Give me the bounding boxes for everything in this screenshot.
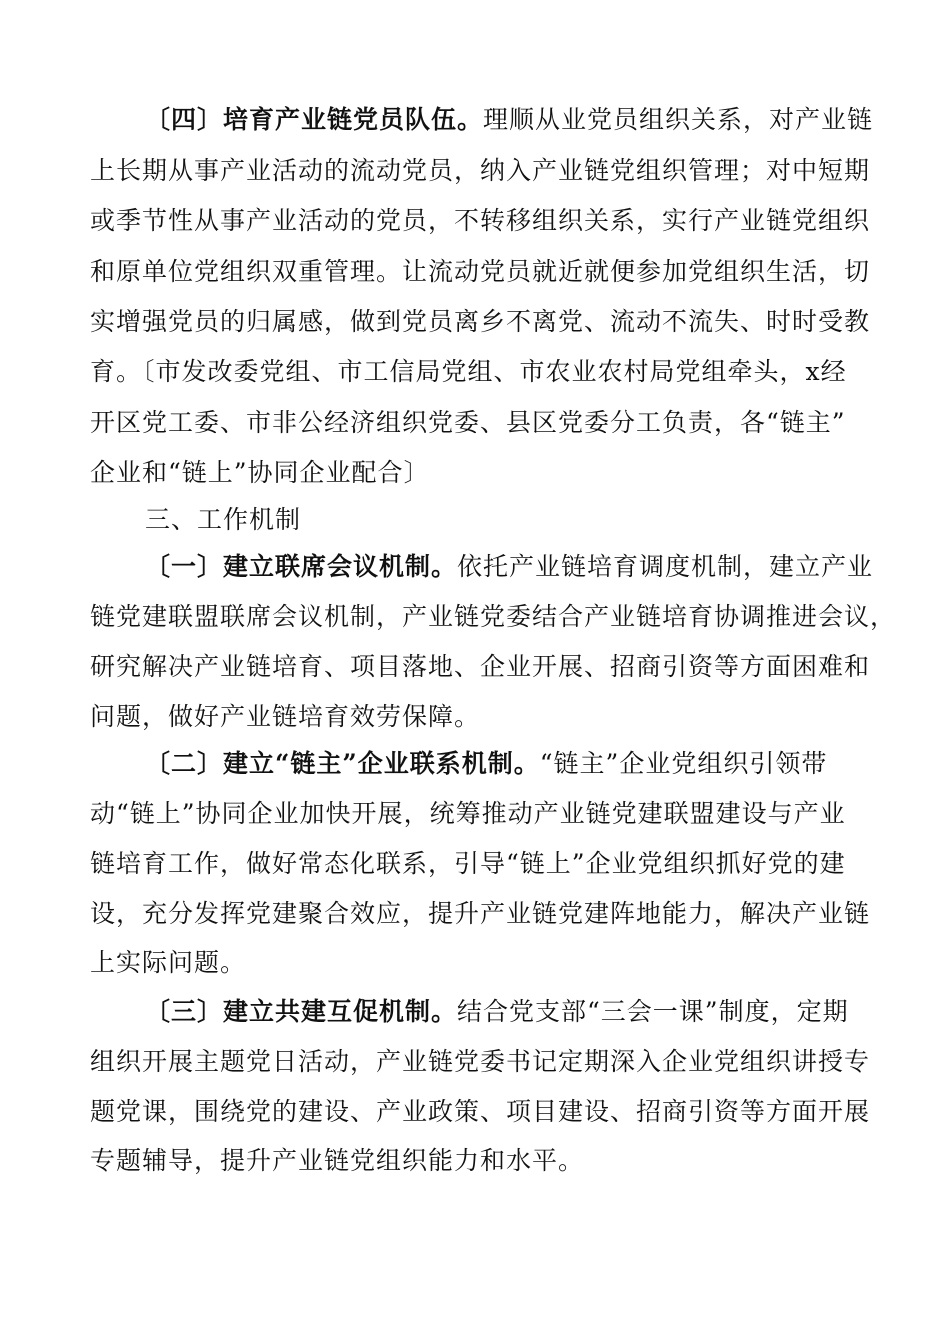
paragraph-line: 动“链上”协同企业加快开展，统筹推动产业链党建联盟建设与产业 <box>90 799 846 828</box>
paragraph-line <box>145 103 874 137</box>
paragraph-line: 链培育工作，做好常态化联系，引导“链上”企业党组织抓好党的建 <box>90 849 846 878</box>
paragraph-line: 问题，做好产业链培育效劳保障。 <box>90 702 481 731</box>
paragraph-line: 企业和“链上”协同企业配合〕 <box>90 458 430 487</box>
paragraph-text: 理顺从业党员组织关系，对产业链 <box>483 105 874 134</box>
paragraph-line: 研究解决产业链培育、项目落地、企业开展、招商引资等方面困难和 <box>90 652 871 681</box>
paragraph-line: 和原单位党组织双重管理。让流动党员就近就便参加党组织生活，切 <box>90 257 871 286</box>
paragraph-text: 依托产业链培育调度机制，建立产业 <box>457 552 874 581</box>
paragraph-line: 题党课，围绕党的建设、产业政策、项目建设、招商引资等方面开展 <box>90 1097 871 1126</box>
paragraph-text: “链主”企业党组织引领带 <box>539 749 828 778</box>
paragraph-text: 结合党支部“三会一课”制度，定期 <box>457 997 849 1026</box>
paragraph-line: 或季节性从事产业活动的党员，不转移组织关系，实行产业链党组织 <box>90 206 871 235</box>
paragraph-heading: 〔一〕建立联席会议机制。 <box>145 552 458 581</box>
paragraph-heading: 〔三〕建立共建互促机制。 <box>145 997 458 1026</box>
paragraph-line: 实增强党员的归属感，做到党员离乡不离党、流动不流失、时时受教 <box>90 307 871 336</box>
paragraph-line <box>145 747 870 781</box>
paragraph-line <box>145 550 874 584</box>
paragraph-line <box>145 995 870 1029</box>
section-title: 三、工作机制 <box>145 505 302 534</box>
paragraph-line: 上长期从事产业活动的流动党员，纳入产业链党组织管理；对中短期 <box>90 156 871 185</box>
paragraph-line: 开区党工委、市非公经济组织党委、县区党委分工负责，各“链主” <box>90 408 846 437</box>
paragraph-line: 链党建联盟联席会议机制，产业链党委结合产业链培育协调推进会议， <box>90 602 897 631</box>
paragraph-line: 育。〔市发改委党组、市工信局党组、市农业农村局党组牵头，x经 <box>90 357 847 386</box>
paragraph-line: 组织开展主题党日活动，产业链党委书记定期深入企业党组织讲授专 <box>90 1047 871 1076</box>
paragraph-line: 专题辅导，提升产业链党组织能力和水平。 <box>90 1146 585 1175</box>
paragraph-line: 设，充分发挥党建聚合效应，提升产业链党建阵地能力，解决产业链 <box>90 899 871 928</box>
paragraph-heading: 〔二〕建立“链主”企业联系机制。 <box>145 749 540 778</box>
paragraph-heading: 〔四〕培育产业链党员队伍。 <box>145 105 484 134</box>
paragraph-line: 上实际问题。 <box>90 948 247 977</box>
